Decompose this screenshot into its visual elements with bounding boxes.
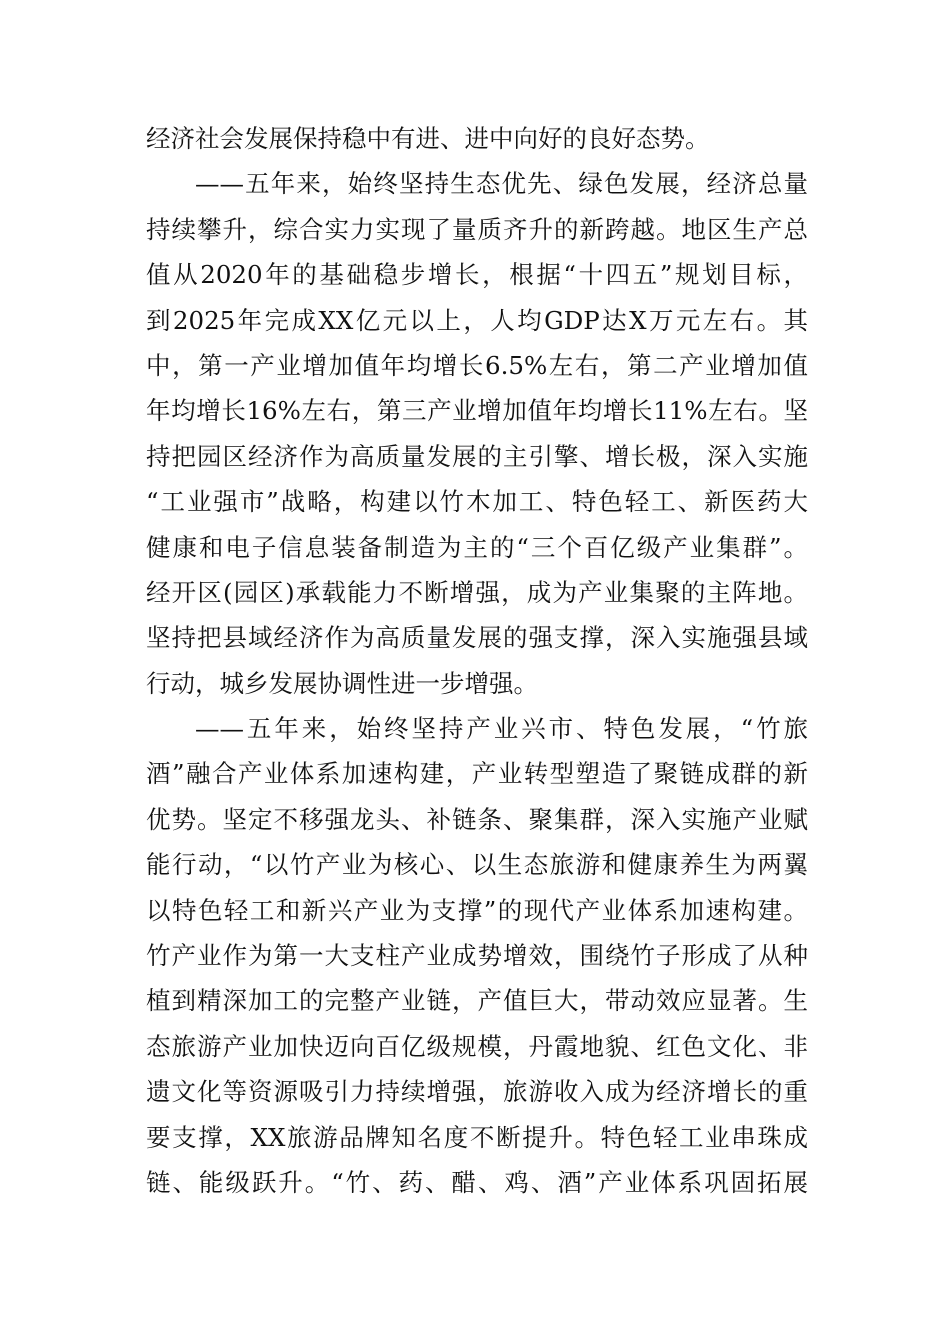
text-line: 健康和电子信息装备制造为主的“三个百亿级产业集群”。: [146, 532, 808, 562]
text-line: 以特色轻工和新兴产业为支撑”的现代产业体系加速构建。: [146, 895, 808, 925]
text-line: 持把园区经济作为高质量发展的主引擎、增长极，深入实施: [146, 441, 808, 471]
text-line: 要支撑，XX旅游品牌知名度不断提升。特色轻工业串珠成: [146, 1122, 808, 1152]
paragraph: [146, 161, 808, 706]
text-line: 竹产业作为第一大支柱产业成势增效，围绕竹子形成了从种: [146, 941, 808, 971]
text-line: 酒”融合产业体系加速构建，产业转型塑造了聚链成群的新: [146, 759, 808, 789]
text-line: ——五年来，始终坚持生态优先、绿色发展，经济总量: [195, 169, 808, 199]
text-line: 优势。坚定不移强龙头、补链条、聚集群，深入实施产业赋: [146, 804, 808, 834]
paragraph: [146, 706, 808, 1205]
text-line: 链、能级跃升。“竹、药、醋、鸡、酒”产业体系巩固拓展: [146, 1167, 808, 1197]
text-line: 经济社会发展保持稳中有进、进中向好的良好态势。: [146, 124, 710, 153]
text-line: 到2025年完成XX亿元以上，人均GDP达X万元左右。其: [146, 305, 808, 335]
text-line: 年均增长16%左右，第三产业增加值年均增长11%左右。坚: [146, 396, 808, 426]
text-line: 中，第一产业增加值年均增长6.5%左右，第二产业增加值: [146, 350, 808, 380]
text-line: 值从2020年的基础稳步增长，根据“十四五”规划目标，: [146, 260, 808, 290]
text-line: 行动，城乡发展协调性进一步增强。: [146, 668, 538, 698]
text-line: 态旅游产业加快迈向百亿级规模，丹霞地貌、红色文化、非: [146, 1031, 808, 1061]
paragraph: [146, 116, 808, 161]
text-line: 能行动，“以竹产业为核心、以生态旅游和健康养生为两翼: [146, 850, 808, 880]
text-line: 坚持把县域经济作为高质量发展的强支撑，深入实施强县域: [146, 623, 808, 653]
text-line: 植到精深加工的完整产业链，产值巨大，带动效应显著。生: [146, 986, 808, 1016]
text-line: 遗文化等资源吸引力持续增强，旅游收入成为经济增长的重: [146, 1077, 808, 1107]
body-text: [146, 116, 808, 1205]
text-line: 经开区(园区)承载能力不断增强，成为产业集聚的主阵地。: [146, 577, 808, 607]
text-line: 持续攀升，综合实力实现了量质齐升的新跨越。地区生产总: [146, 214, 808, 244]
text-line: “工业强市”战略，构建以竹木加工、特色轻工、新医药大: [146, 487, 808, 517]
text-line: ——五年来，始终坚持产业兴市、特色发展，“竹旅: [195, 714, 808, 744]
